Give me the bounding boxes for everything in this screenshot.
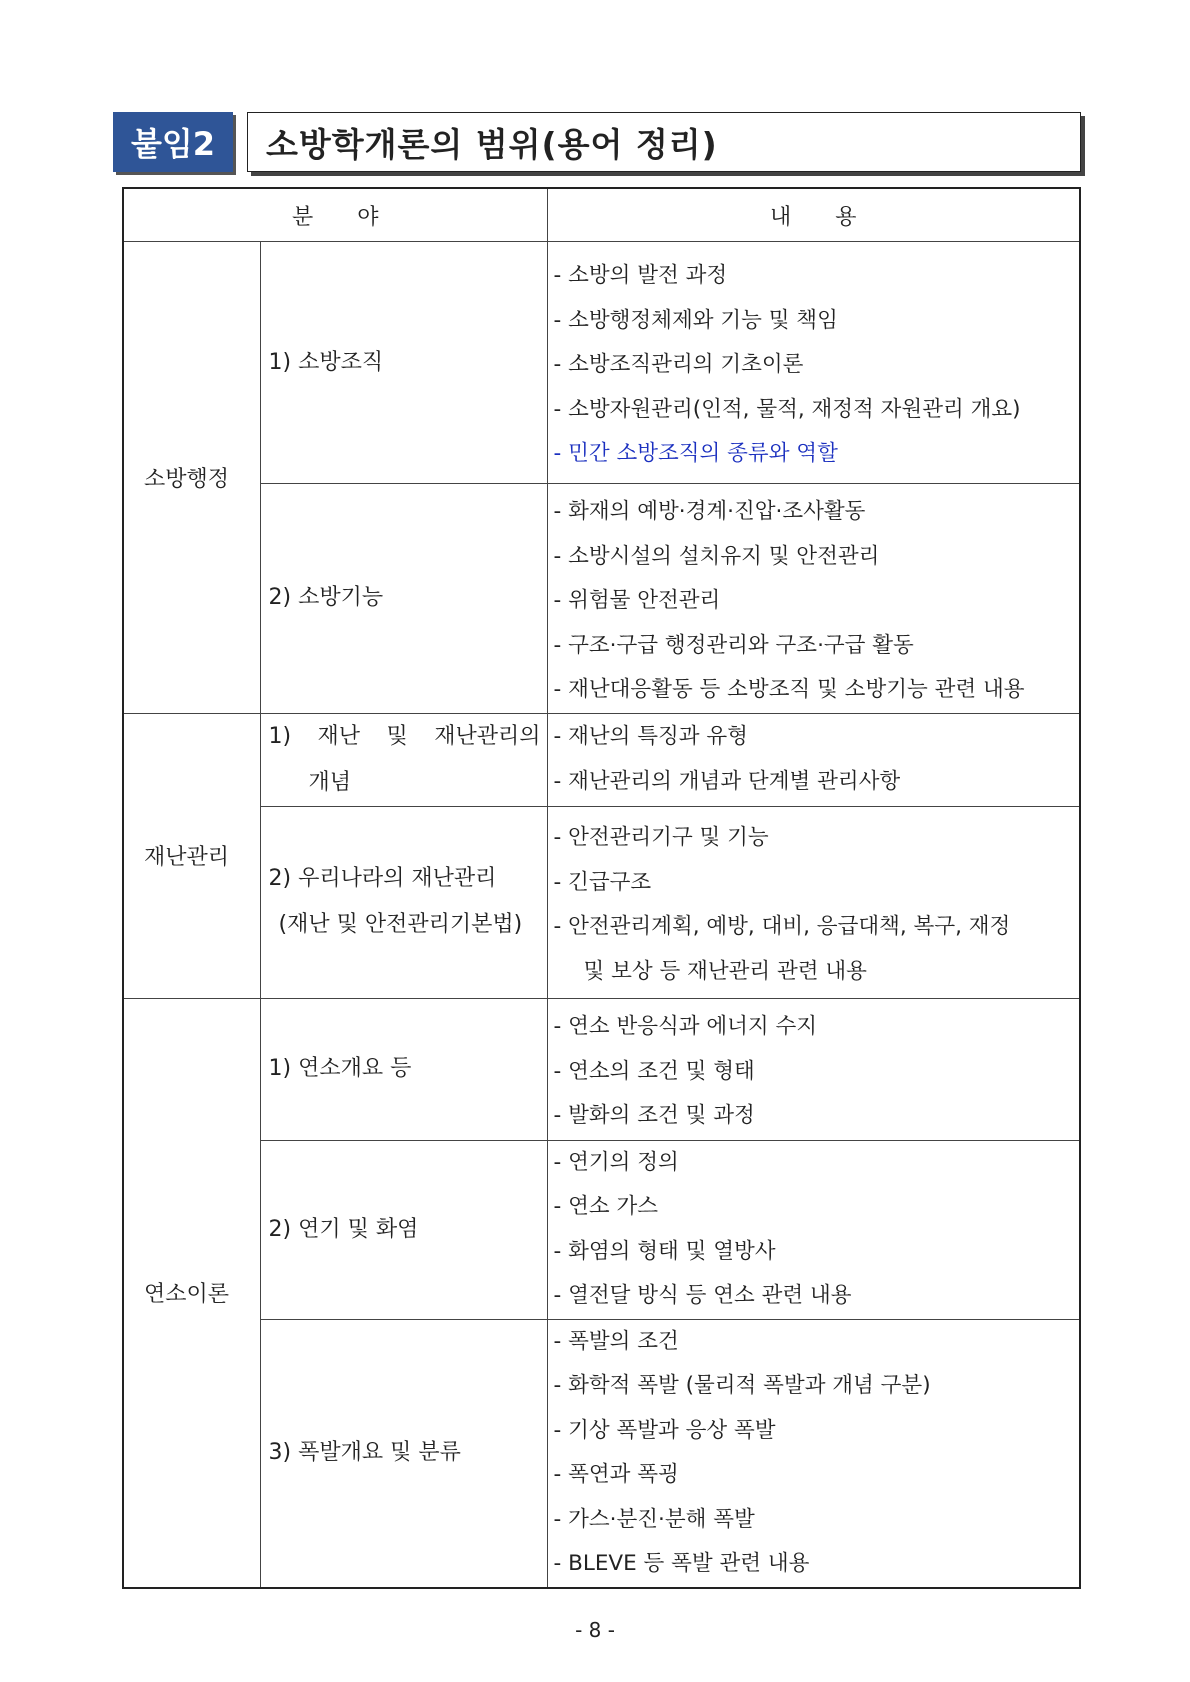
- subcategory: [260, 713, 547, 806]
- subcategory-line: (재난 및 안전관리기본법): [278, 912, 523, 937]
- list-item: - 재난의 특징과 유형: [553, 724, 748, 749]
- list-item: - 소방의 발전 과정: [553, 263, 728, 289]
- list-item: - 기상 폭발과 응상 폭발: [553, 1417, 776, 1443]
- table-row: [123, 242, 1080, 484]
- content-cell: [547, 242, 1080, 484]
- content-cell: [547, 998, 1080, 1140]
- list-item: - 소방시설의 설치유지 및 안전관리: [553, 543, 880, 569]
- list-item: - 연소의 조건 및 형태: [553, 1058, 755, 1084]
- content-cell: [547, 806, 1080, 998]
- subcategory: [260, 806, 547, 998]
- table-row: [123, 484, 1080, 714]
- list-item-continuation: 및 보상 등 재난관리 관련 내용: [583, 958, 867, 984]
- content-cell: [547, 1319, 1080, 1588]
- page-title: 소방학개론의 범위(용어 정리): [266, 124, 718, 164]
- page-number: - 8 -: [575, 1618, 615, 1642]
- header-field: 분 야: [123, 188, 547, 242]
- list-item: - 연기의 정의: [553, 1149, 679, 1175]
- content-cell: [547, 484, 1080, 714]
- list-item: - 재난대응활동 등 소방조직 및 소방기능 관련 내용: [553, 677, 1025, 702]
- scope-table: [122, 187, 1081, 1589]
- subcategory: 2) 소방기능: [260, 484, 547, 714]
- table-row: [123, 713, 1080, 806]
- list-item: - 안전관리계획, 예방, 대비, 응급대책, 복구, 재정: [553, 914, 1011, 939]
- content-cell: [547, 1140, 1080, 1319]
- content-cell: [547, 713, 1080, 806]
- table-row: [123, 806, 1080, 998]
- subcategory-line: 2) 우리나라의 재난관리: [268, 866, 497, 891]
- list-item: - 안전관리기구 및 기능: [553, 825, 769, 850]
- list-item: - 열전달 방식 등 연소 관련 내용: [553, 1283, 852, 1308]
- list-item: - 소방조직관리의 기초이론: [553, 352, 804, 378]
- title-box: [247, 112, 1081, 172]
- category-combustion: 연소이론: [123, 998, 260, 1588]
- list-item: - 화염의 형태 및 열방사: [553, 1238, 776, 1264]
- list-item: - 구조·구급 행정관리와 구조·구급 활동: [553, 632, 914, 658]
- list-item: - 발화의 조건 및 과정: [553, 1103, 755, 1129]
- category-admin: 소방행정: [123, 242, 260, 714]
- table-row: [123, 1140, 1080, 1319]
- list-item: - 가스·분진·분해 폭발: [553, 1506, 755, 1532]
- subcategory: 3) 폭발개요 및 분류: [260, 1319, 547, 1588]
- subcategory: 1) 연소개요 등: [260, 998, 547, 1140]
- attachment-tag: 붙임2: [113, 112, 233, 172]
- subcategory-line: 개념: [308, 769, 352, 795]
- list-item: - 폭연과 폭굉: [553, 1462, 679, 1487]
- table-row: [123, 998, 1080, 1140]
- subcategory: 2) 연기 및 화염: [260, 1140, 547, 1319]
- header-content: 내 용: [547, 188, 1080, 242]
- list-item: - 연소 반응식과 에너지 수지: [553, 1014, 818, 1040]
- category-disaster: 재난관리: [123, 713, 260, 998]
- list-item: - 화학적 폭발 (물리적 폭발과 개념 구분): [553, 1373, 931, 1398]
- table-header-row: [123, 188, 1080, 242]
- subcategory-line: 1) 재난 및 재난관리의: [268, 723, 541, 749]
- list-item: - 폭발의 조건: [553, 1328, 679, 1354]
- list-item: - 소방자원관리(인적, 물적, 재정적 자원관리 개요): [553, 396, 1021, 422]
- list-item: - 재난관리의 개념과 단계별 관리사항: [553, 768, 901, 794]
- list-item: - 화재의 예방·경계·진압·조사활동: [553, 499, 866, 524]
- list-item: - 긴급구조: [553, 869, 652, 895]
- subcategory: 1) 소방조직: [260, 242, 547, 484]
- list-item: - BLEVE 등 폭발 관련 내용: [553, 1551, 810, 1576]
- list-item: - 소방행정체제와 기능 및 책임: [553, 307, 838, 333]
- list-item-highlight: - 민간 소방조직의 종류와 역할: [553, 441, 838, 467]
- table-row: [123, 1319, 1080, 1588]
- list-item: - 연소 가스: [553, 1194, 659, 1219]
- list-item: - 위험물 안전관리: [553, 588, 721, 613]
